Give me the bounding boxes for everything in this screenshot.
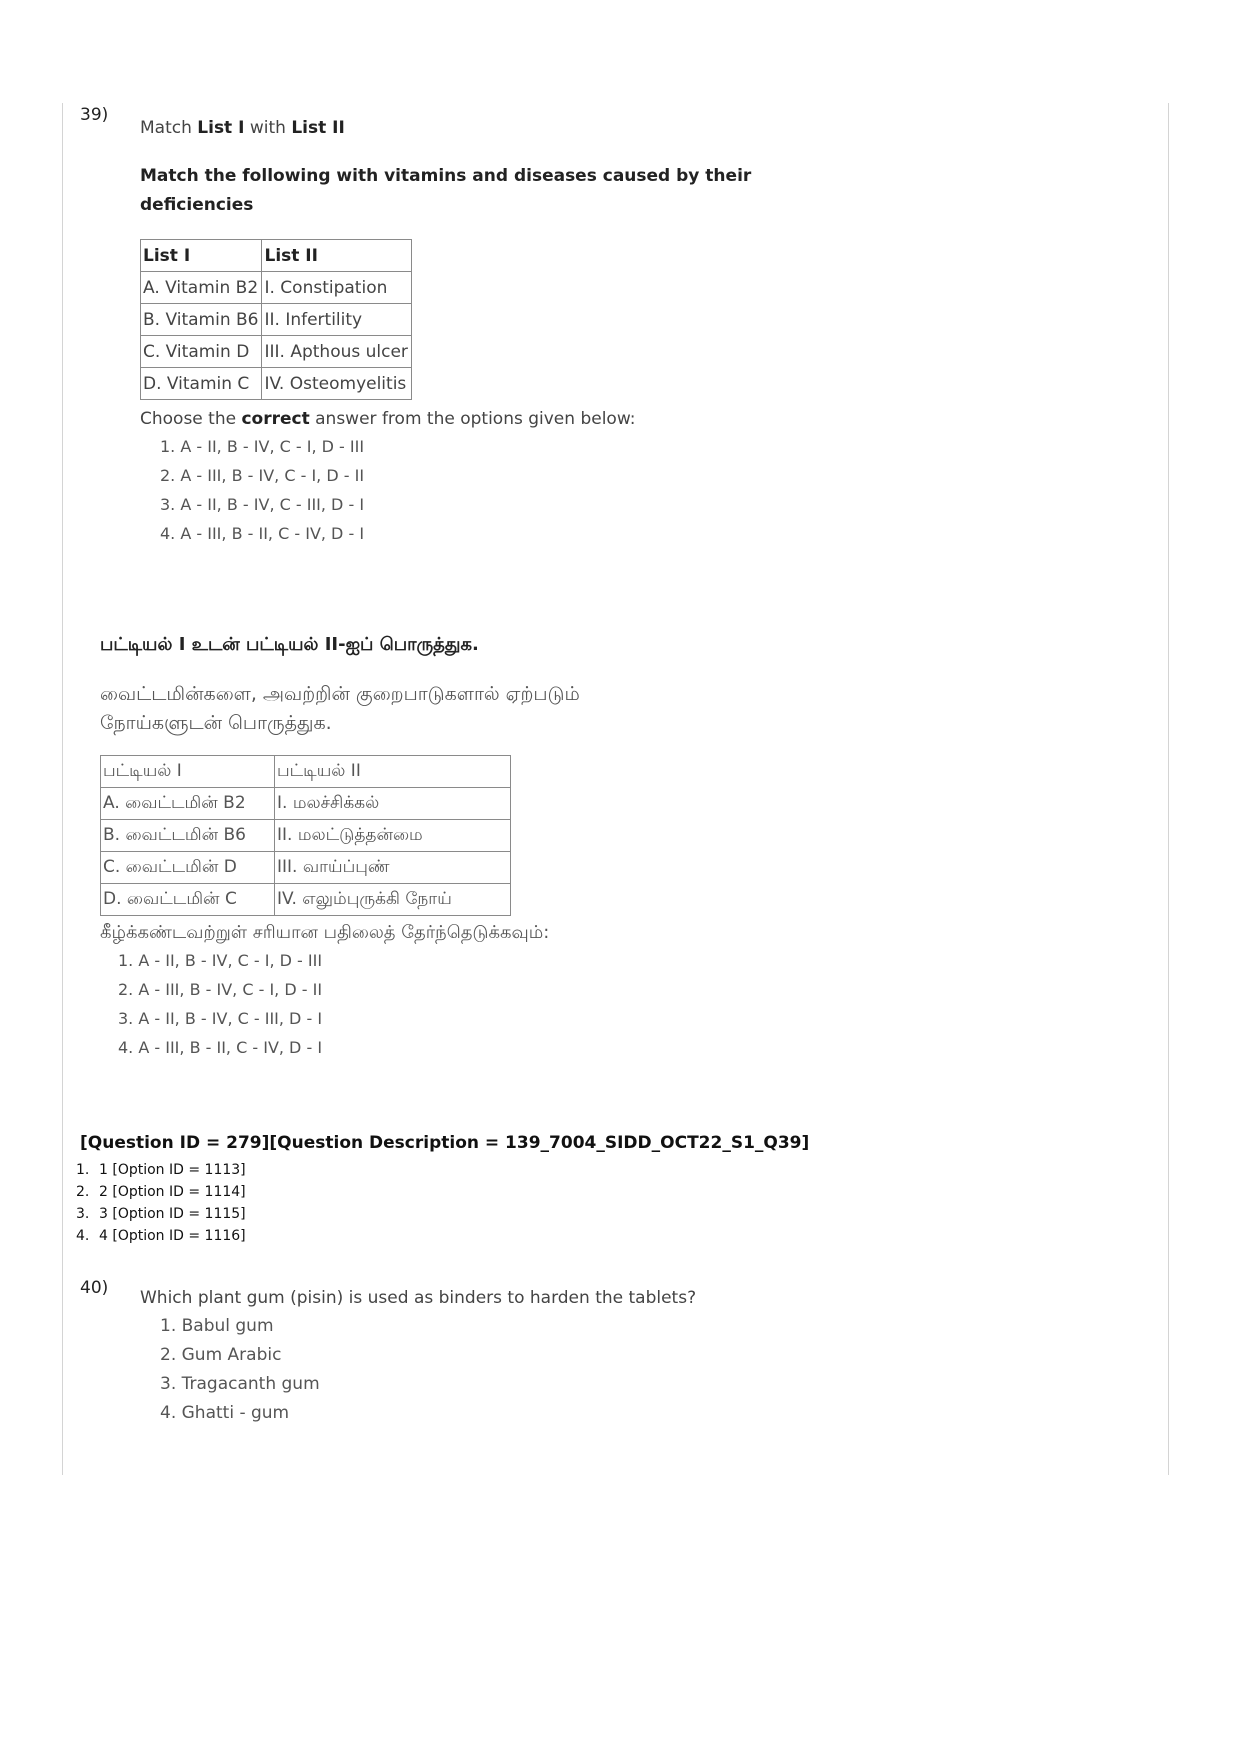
answer-option: 1. A - II, B - IV, C - I, D - III bbox=[160, 437, 365, 456]
answer-option: 2. A - III, B - IV, C - I, D - II bbox=[118, 980, 323, 999]
answer-option: 3. A - II, B - IV, C - III, D - I bbox=[118, 1009, 323, 1028]
stem-list2: List II bbox=[291, 118, 345, 138]
table-cell: D. வைட்டமின் C bbox=[101, 884, 275, 916]
answer-option: 4. Ghatti - gum bbox=[160, 1403, 290, 1423]
option-id-number: 4. bbox=[76, 1228, 90, 1244]
tamil-text-line-1: வைட்டமின்களை, அவற்றின் குறைபாடுகளால் ஏற்படும் bbox=[100, 683, 580, 705]
stem-with: with bbox=[244, 118, 292, 138]
option-id-item bbox=[76, 1181, 246, 1203]
choose-bold: correct bbox=[241, 409, 310, 429]
table-cell: B. Vitamin B6 bbox=[141, 304, 262, 336]
table-header-row bbox=[141, 240, 412, 272]
table-row bbox=[101, 884, 511, 916]
choose-suffix: answer from the options given below: bbox=[309, 409, 636, 429]
table-cell: III. வாய்ப்புண் bbox=[275, 852, 511, 884]
option-id-number: 2. bbox=[76, 1184, 90, 1200]
tamil-choose-instruction: கீழ்க்கண்டவற்றுள் சரியான பதிலைத் தேர்ந்தெடுக்கவும்: bbox=[100, 922, 550, 943]
table-row bbox=[101, 852, 511, 884]
question-meta: [Question ID = 279][Question Description = 139_7004_SIDD_OCT22_S1_Q39] bbox=[80, 1133, 810, 1153]
table-header-cell: பட்டியல் I bbox=[101, 756, 275, 788]
option-id-number: 3. bbox=[76, 1206, 90, 1222]
table-cell: A. வைட்டமின் B2 bbox=[101, 788, 275, 820]
match-table-tamil bbox=[100, 755, 511, 916]
table-cell: B. வைட்டமின் B6 bbox=[101, 820, 275, 852]
table-header-cell: பட்டியல் II bbox=[275, 756, 511, 788]
option-id-list bbox=[76, 1159, 246, 1247]
option-id-item bbox=[76, 1225, 246, 1247]
table-row bbox=[141, 336, 412, 368]
option-id-text: 4 [Option ID = 1116] bbox=[99, 1228, 246, 1244]
tamil-question-text bbox=[100, 680, 580, 738]
tamil-answer-options bbox=[118, 946, 322, 1062]
choose-prefix: Choose the bbox=[140, 409, 242, 429]
answer-option: 4. A - III, B - II, C - IV, D - I bbox=[160, 524, 365, 543]
table-cell: C. வைட்டமின் D bbox=[101, 852, 275, 884]
tamil-heading: பட்டியல் I உடன் பட்டியல் II-ஐப் பொருத்துக. bbox=[100, 634, 479, 655]
table-cell: I. மலச்சிக்கல் bbox=[275, 788, 511, 820]
answer-options bbox=[160, 1312, 320, 1428]
table-header-row bbox=[101, 756, 511, 788]
question-number: 39) bbox=[80, 105, 109, 125]
table-cell: C. Vitamin D bbox=[141, 336, 262, 368]
table-header-cell: List II bbox=[262, 240, 411, 272]
answer-option: 1. A - II, B - IV, C - I, D - III bbox=[118, 951, 323, 970]
answer-option: 3. A - II, B - IV, C - III, D - I bbox=[160, 495, 365, 514]
question-number: 40) bbox=[80, 1278, 109, 1298]
stem-prefix: Match bbox=[140, 118, 198, 138]
option-id-item bbox=[76, 1159, 246, 1181]
table-row bbox=[141, 272, 412, 304]
tamil-text-line-2: நோய்களுடன் பொருத்துக. bbox=[100, 712, 332, 734]
option-id-text: 1 [Option ID = 1113] bbox=[99, 1162, 246, 1178]
table-cell: IV. Osteomyelitis bbox=[262, 368, 411, 400]
answer-option: 3. Tragacanth gum bbox=[160, 1374, 320, 1394]
table-cell: I. Constipation bbox=[262, 272, 411, 304]
answer-option: 2. Gum Arabic bbox=[160, 1345, 282, 1365]
table-cell: II. Infertility bbox=[262, 304, 411, 336]
match-table-english bbox=[140, 239, 412, 400]
option-id-text: 2 [Option ID = 1114] bbox=[99, 1184, 246, 1200]
answer-option: 1. Babul gum bbox=[160, 1316, 274, 1336]
question-heading bbox=[140, 162, 751, 220]
table-cell: A. Vitamin B2 bbox=[141, 272, 262, 304]
table-cell: III. Apthous ulcer bbox=[262, 336, 411, 368]
heading-line-2: deficiencies bbox=[140, 195, 254, 215]
answer-option: 4. A - III, B - II, C - IV, D - I bbox=[118, 1038, 323, 1057]
heading-line-1: Match the following with vitamins and diseases caused by their bbox=[140, 166, 752, 186]
question-stem bbox=[140, 118, 345, 138]
option-id-number: 1. bbox=[76, 1162, 90, 1178]
option-id-item bbox=[76, 1203, 246, 1225]
table-cell: D. Vitamin C bbox=[141, 368, 262, 400]
table-header-cell: List I bbox=[141, 240, 262, 272]
stem-list1: List I bbox=[197, 118, 245, 138]
table-row bbox=[101, 820, 511, 852]
left-border-line bbox=[62, 103, 63, 1475]
option-id-text: 3 [Option ID = 1115] bbox=[99, 1206, 246, 1222]
table-row bbox=[101, 788, 511, 820]
choose-instruction bbox=[140, 409, 636, 429]
table-cell: IV. எலும்புருக்கி நோய் bbox=[275, 884, 511, 916]
right-border-line bbox=[1168, 103, 1169, 1475]
table-row bbox=[141, 368, 412, 400]
answer-option: 2. A - III, B - IV, C - I, D - II bbox=[160, 466, 365, 485]
table-cell: II. மலட்டுத்தன்மை bbox=[275, 820, 511, 852]
answer-options bbox=[160, 432, 364, 548]
question-stem: Which plant gum (pisin) is used as binders to harden the tablets? bbox=[140, 1288, 697, 1308]
table-row bbox=[141, 304, 412, 336]
